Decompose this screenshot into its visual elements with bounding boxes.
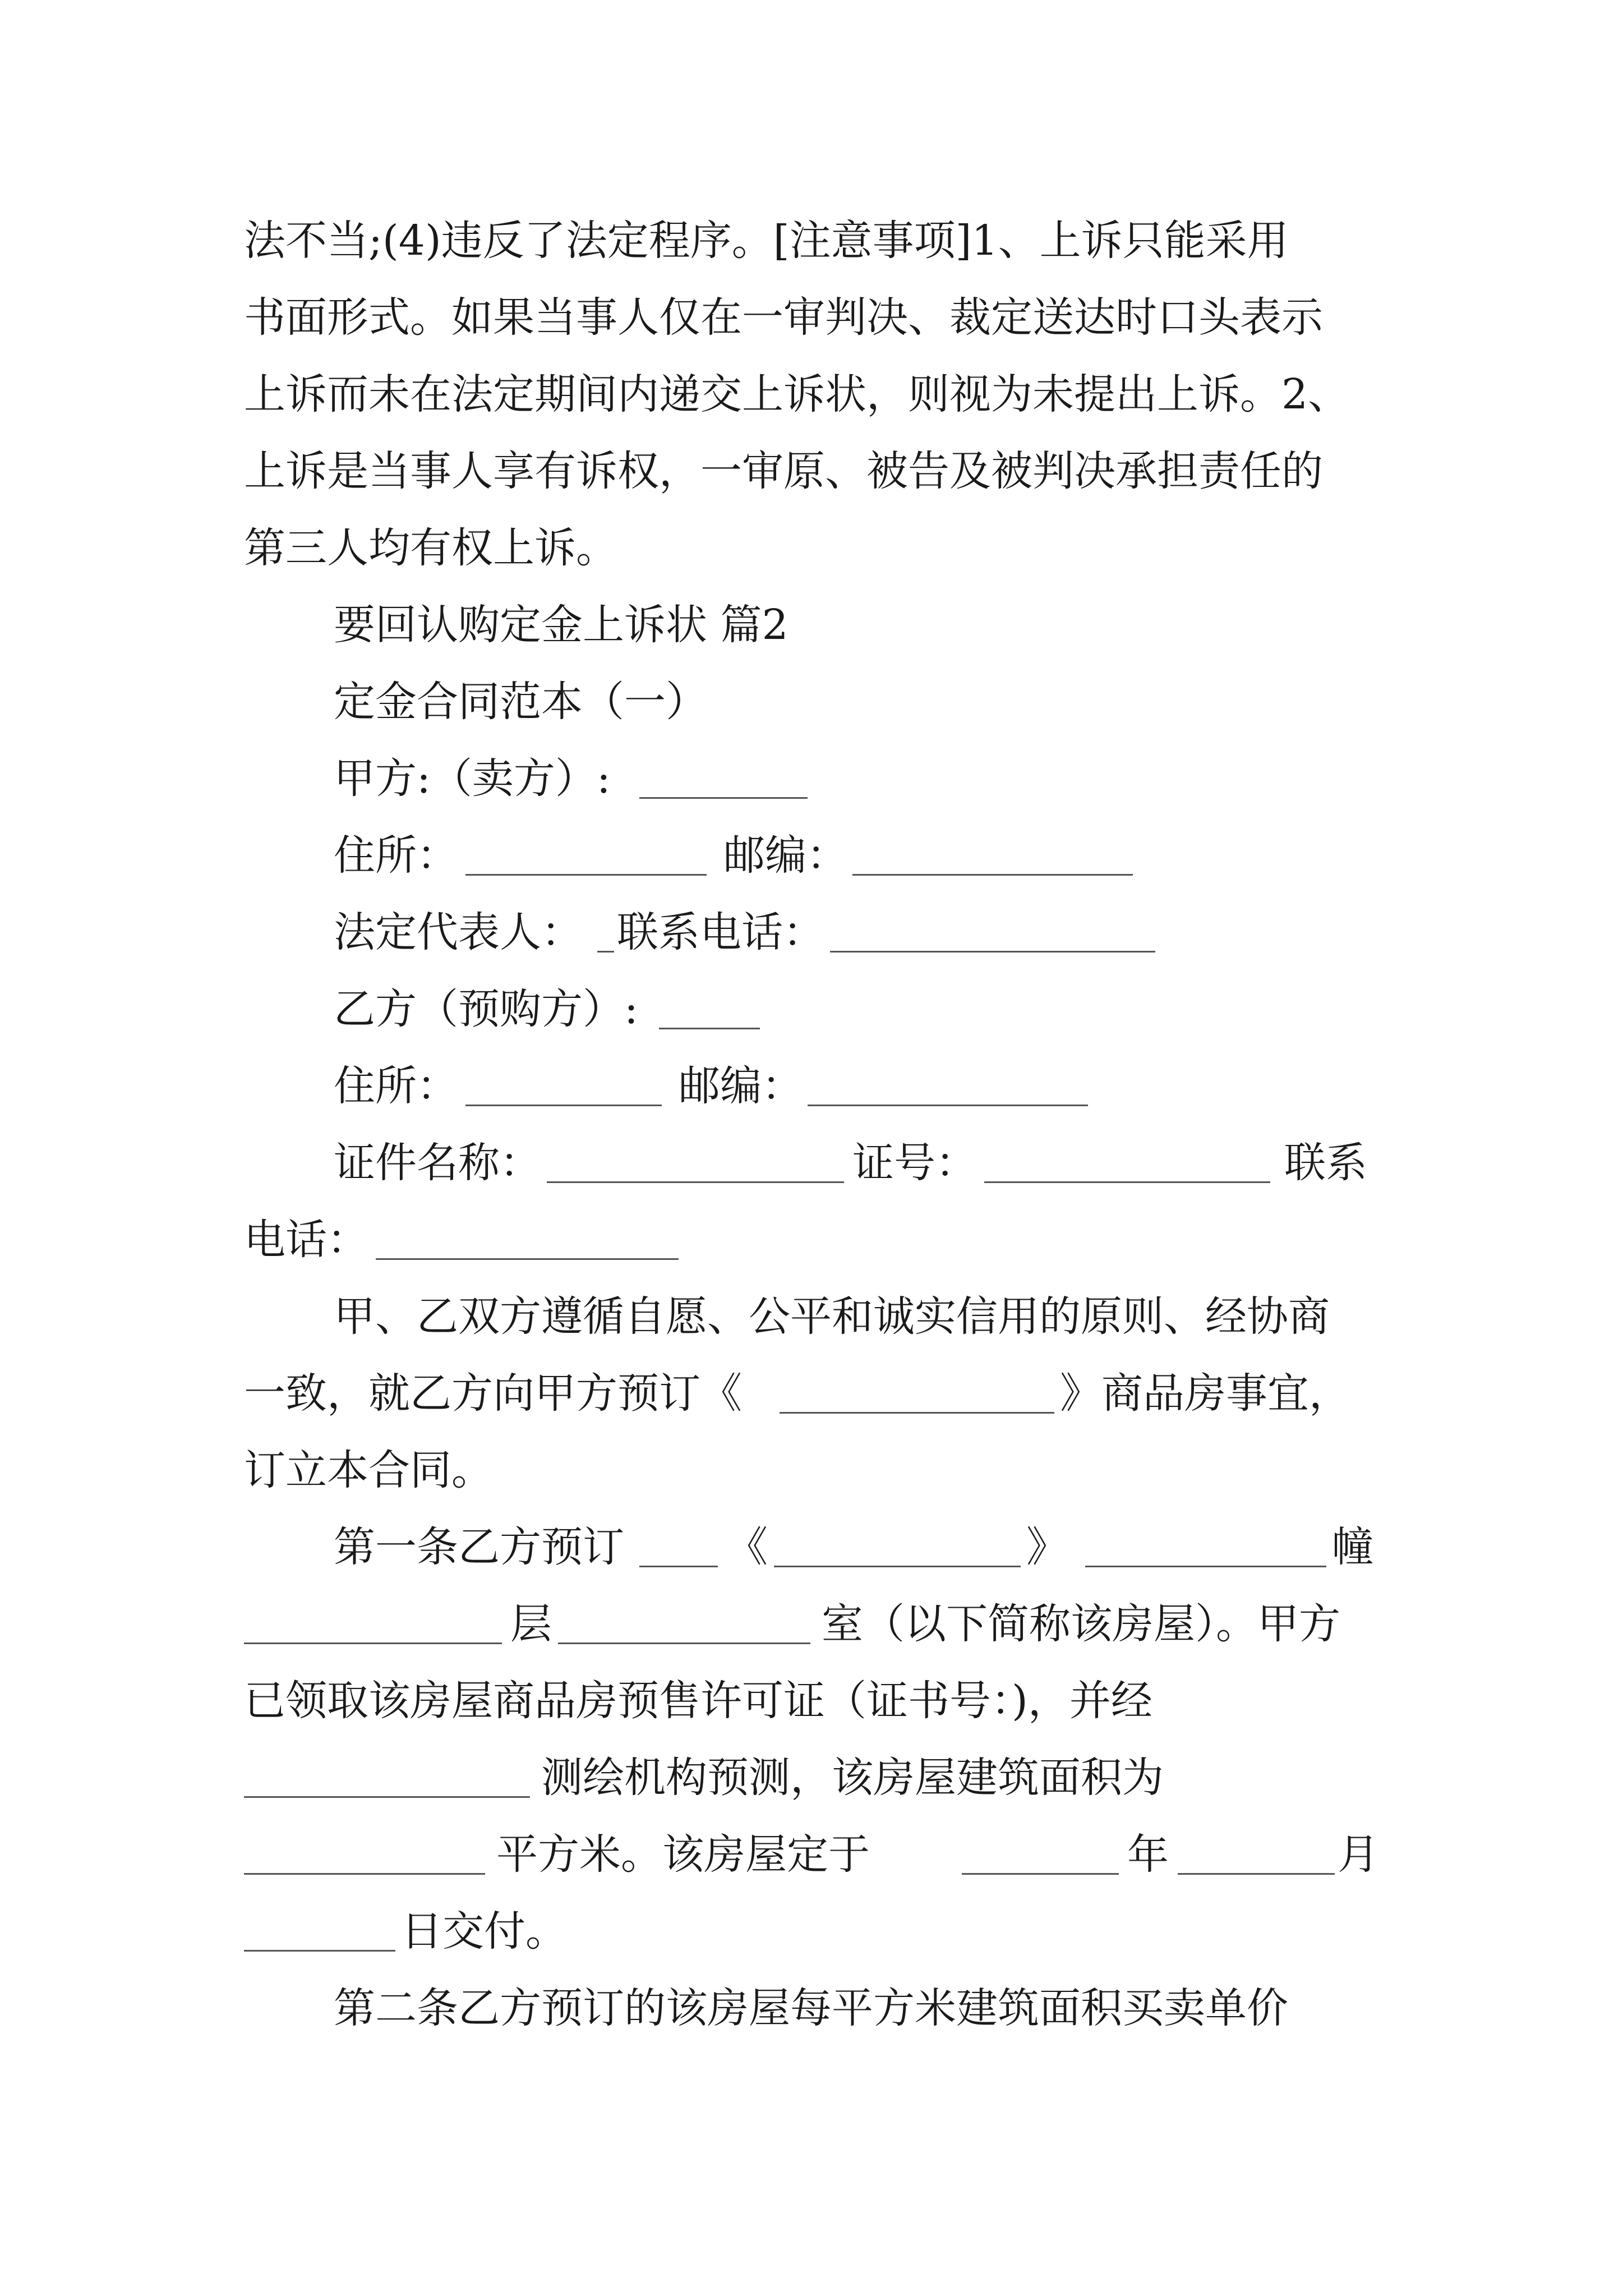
preamble-project-blank (780, 1412, 1054, 1414)
party-b-phone-label: 电话： (244, 1216, 368, 1264)
continuation-line-2: 书面形式。如果当事人仅在一审判决、裁定送达时口头表示 (244, 293, 1323, 342)
article-1-day-blank (244, 1950, 395, 1952)
party-b-name-blank (659, 1028, 760, 1029)
article-1-blank-2 (774, 1566, 1021, 1567)
party-a-phone-label: 联系电话： (617, 908, 824, 956)
party-a-rep-blank (597, 951, 614, 953)
article-1-e: 层 (510, 1600, 552, 1648)
party-b-id-no-blank (984, 1181, 1270, 1183)
article-1-survey-blank (244, 1796, 530, 1798)
party-a-phone-blank (830, 951, 1155, 953)
party-b-postcode-label: 邮编： (679, 1062, 803, 1110)
party-a-label: 甲方:（卖方）: (334, 754, 611, 803)
party-a-postcode-blank (852, 874, 1133, 876)
article-1-i: 平方米。该房屋定于 (496, 1830, 870, 1879)
party-b-id-no-label: 证号： (852, 1139, 977, 1187)
continuation-line-5: 第三人均有权上诉。 (244, 524, 617, 572)
party-b-id-name-blank (547, 1181, 844, 1183)
party-a-name-blank (639, 797, 808, 799)
article-1-a: 第一条乙方预订 (334, 1523, 624, 1571)
article-1-h: 测绘机构预测，该房屋建筑面积为 (541, 1754, 1164, 1802)
article-1-room-blank (558, 1642, 810, 1644)
article-1-area-blank (244, 1873, 485, 1875)
section-heading-text: 要回认购定金上诉状 篇2 (334, 601, 789, 649)
party-a-rep-label: 法定代表人： (334, 908, 583, 956)
party-a-address-label: 住所： (334, 831, 458, 880)
party-b-label: 乙方（预购方）: (334, 985, 638, 1033)
contract-title-text: 定金合同范本（一） (334, 678, 707, 726)
party-b-address-blank (465, 1105, 662, 1106)
article-1-building-blank (1085, 1566, 1326, 1567)
article-1-b: 《 (726, 1523, 768, 1571)
party-b-phone-blank (376, 1258, 679, 1260)
continuation-line-1: 法不当;(4)违反了法定程序。[注意事项]1、上诉只能采用 (244, 217, 1289, 265)
article-1-l: 日交付。 (401, 1907, 567, 1955)
party-b-contact-label: 联系 (1284, 1139, 1367, 1187)
article-1-k: 月 (1338, 1830, 1379, 1879)
party-b-id-name-label: 证件名称： (334, 1139, 541, 1187)
party-a-postcode-label: 邮编： (723, 831, 848, 880)
party-a-address-blank (465, 874, 707, 876)
party-b-postcode-blank (808, 1105, 1088, 1106)
article-1-floor-blank (244, 1642, 502, 1644)
article-1-d: 幢 (1332, 1523, 1373, 1571)
article-1-month-blank (1178, 1873, 1335, 1875)
article-1-f: 室（以下简称该房屋）。甲方 (822, 1600, 1340, 1648)
article-1-blank-1 (639, 1566, 718, 1567)
article-1-c: 》 (1026, 1523, 1068, 1571)
party-b-address-label: 住所： (334, 1062, 458, 1110)
article-2-line-1: 第二条乙方预订的该房屋每平方米建筑面积买卖单价 (334, 1984, 1288, 2032)
article-1-year-blank (962, 1873, 1119, 1875)
continuation-line-4: 上诉是当事人享有诉权，一审原、被告及被判决承担责任的 (244, 447, 1323, 495)
article-1-g: 已领取该房屋商品房预售许可证（证书号：)，并经 (244, 1677, 1152, 1725)
preamble-line-1: 甲、乙双方遵循自愿、公平和诚实信用的原则、经协商 (334, 1292, 1330, 1341)
preamble-line-2a: 一致，就乙方向甲方预订《 (244, 1369, 742, 1418)
continuation-line-3: 上诉而未在法定期间内递交上诉状，则视为未提出上诉。2、 (244, 370, 1350, 418)
preamble-line-2b: 》商品房事宜， (1060, 1369, 1350, 1418)
article-1-j: 年 (1127, 1830, 1169, 1879)
preamble-line-3: 订立本合同。 (244, 1446, 493, 1494)
